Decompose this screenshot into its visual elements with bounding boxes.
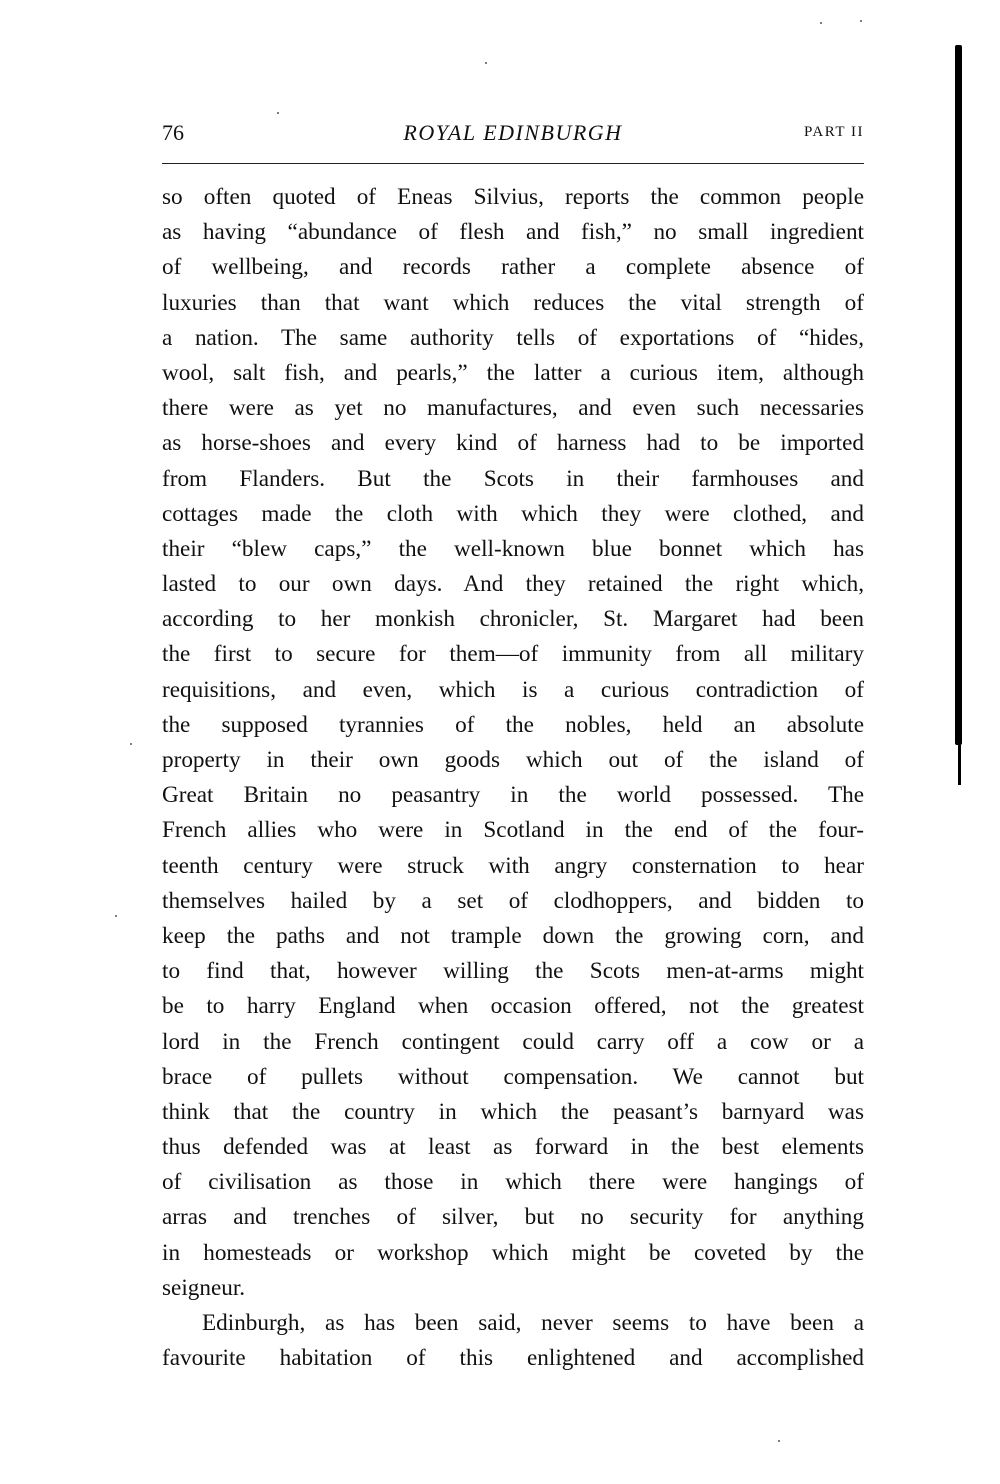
text-line: as having “abundance of flesh and fish,” no small ingredient <box>162 219 864 246</box>
text-line: arras and trenches of silver, but no security for anything <box>162 1204 864 1231</box>
scan-speck <box>277 112 279 114</box>
scan-speck <box>130 743 132 745</box>
text-line: cottages made the cloth with which they were clothed, and <box>162 500 864 527</box>
scan-speck <box>820 22 822 24</box>
text-line: of wellbeing, and records rather a complete absence of <box>162 254 864 281</box>
text-line: according to her monkish chronicler, St. Margaret had been <box>162 606 864 633</box>
text-line: so often quoted of Eneas Silvius, reports the common people <box>162 184 864 210</box>
text-line: brace of pullets without compensation. We cannot but <box>162 1063 864 1090</box>
text-line: lasted to our own days. And they retained the right which, <box>162 571 864 598</box>
page-edge-shadow-tail <box>958 745 961 785</box>
text-line: as horse-shoes and every kind of harness had to be imported <box>162 430 864 457</box>
running-title: ROYAL EDINBURGH <box>403 120 623 145</box>
paragraph-start-line: Edinburgh, as has been said, never seems to have been a <box>202 1310 864 1336</box>
page-edge-shadow <box>955 45 962 745</box>
scan-speck <box>860 20 862 22</box>
text-line: their “blew caps,” the well-known blue bonnet which has <box>162 535 864 562</box>
text-line: to find that, however willing the Scots men-at-arms might <box>162 958 864 985</box>
text-line: favourite habitation of this enlightened and accomplished <box>162 1345 864 1372</box>
text-line: thus defended was at least as forward in the best elements <box>162 1134 864 1161</box>
text-line: the first to secure for them—of immunity from all military <box>162 641 864 668</box>
text-line: from Flanders. But the Scots in their farmhouses and <box>162 465 864 492</box>
text-line: in homesteads or workshop which might be coveted by the <box>162 1239 864 1266</box>
text-line: the supposed tyrannies of the nobles, held an absolute <box>162 711 864 738</box>
text-line: keep the paths and not trample down the growing corn, and <box>162 922 864 949</box>
text-line: teenth century were struck with angry consternation to hear <box>162 852 864 879</box>
running-header <box>162 118 864 150</box>
part-label: PART II <box>803 124 864 140</box>
text-line: Great Britain no peasantry in the world possessed. The <box>162 782 864 809</box>
text-line: requisitions, and even, which is a curious contradiction of <box>162 676 864 703</box>
text-line: of civilisation as those in which there were hangings of <box>162 1169 864 1196</box>
body-text <box>162 180 864 1376</box>
paragraph-end-line: seigneur. <box>162 1274 246 1301</box>
scan-speck <box>778 1440 780 1442</box>
page-number: 76 <box>162 120 184 145</box>
text-line: think that the country in which the peasant’s barnyard was <box>162 1098 864 1125</box>
text-line: luxuries than that want which reduces the vital strength of <box>162 289 864 316</box>
text-line: lord in the French contingent could carry off a cow or a <box>162 1028 864 1055</box>
text-line: property in their own goods which out of the island of <box>162 747 864 773</box>
text-line: there were as yet no manufactures, and even such necessaries <box>162 395 864 422</box>
text-line: French allies who were in Scotland in the end of the four- <box>162 817 864 844</box>
scan-speck <box>485 62 487 64</box>
text-line: a nation. The same authority tells of exportations of “hides, <box>162 324 864 351</box>
text-line: wool, salt fish, and pearls,” the latter a curious item, although <box>162 359 864 386</box>
text-line: themselves hailed by a set of clodhoppers, and bidden to <box>162 887 864 914</box>
scan-speck <box>115 915 117 917</box>
header-rule <box>162 163 864 164</box>
text-line: be to harry England when occasion offered, not the greatest <box>162 993 864 1020</box>
